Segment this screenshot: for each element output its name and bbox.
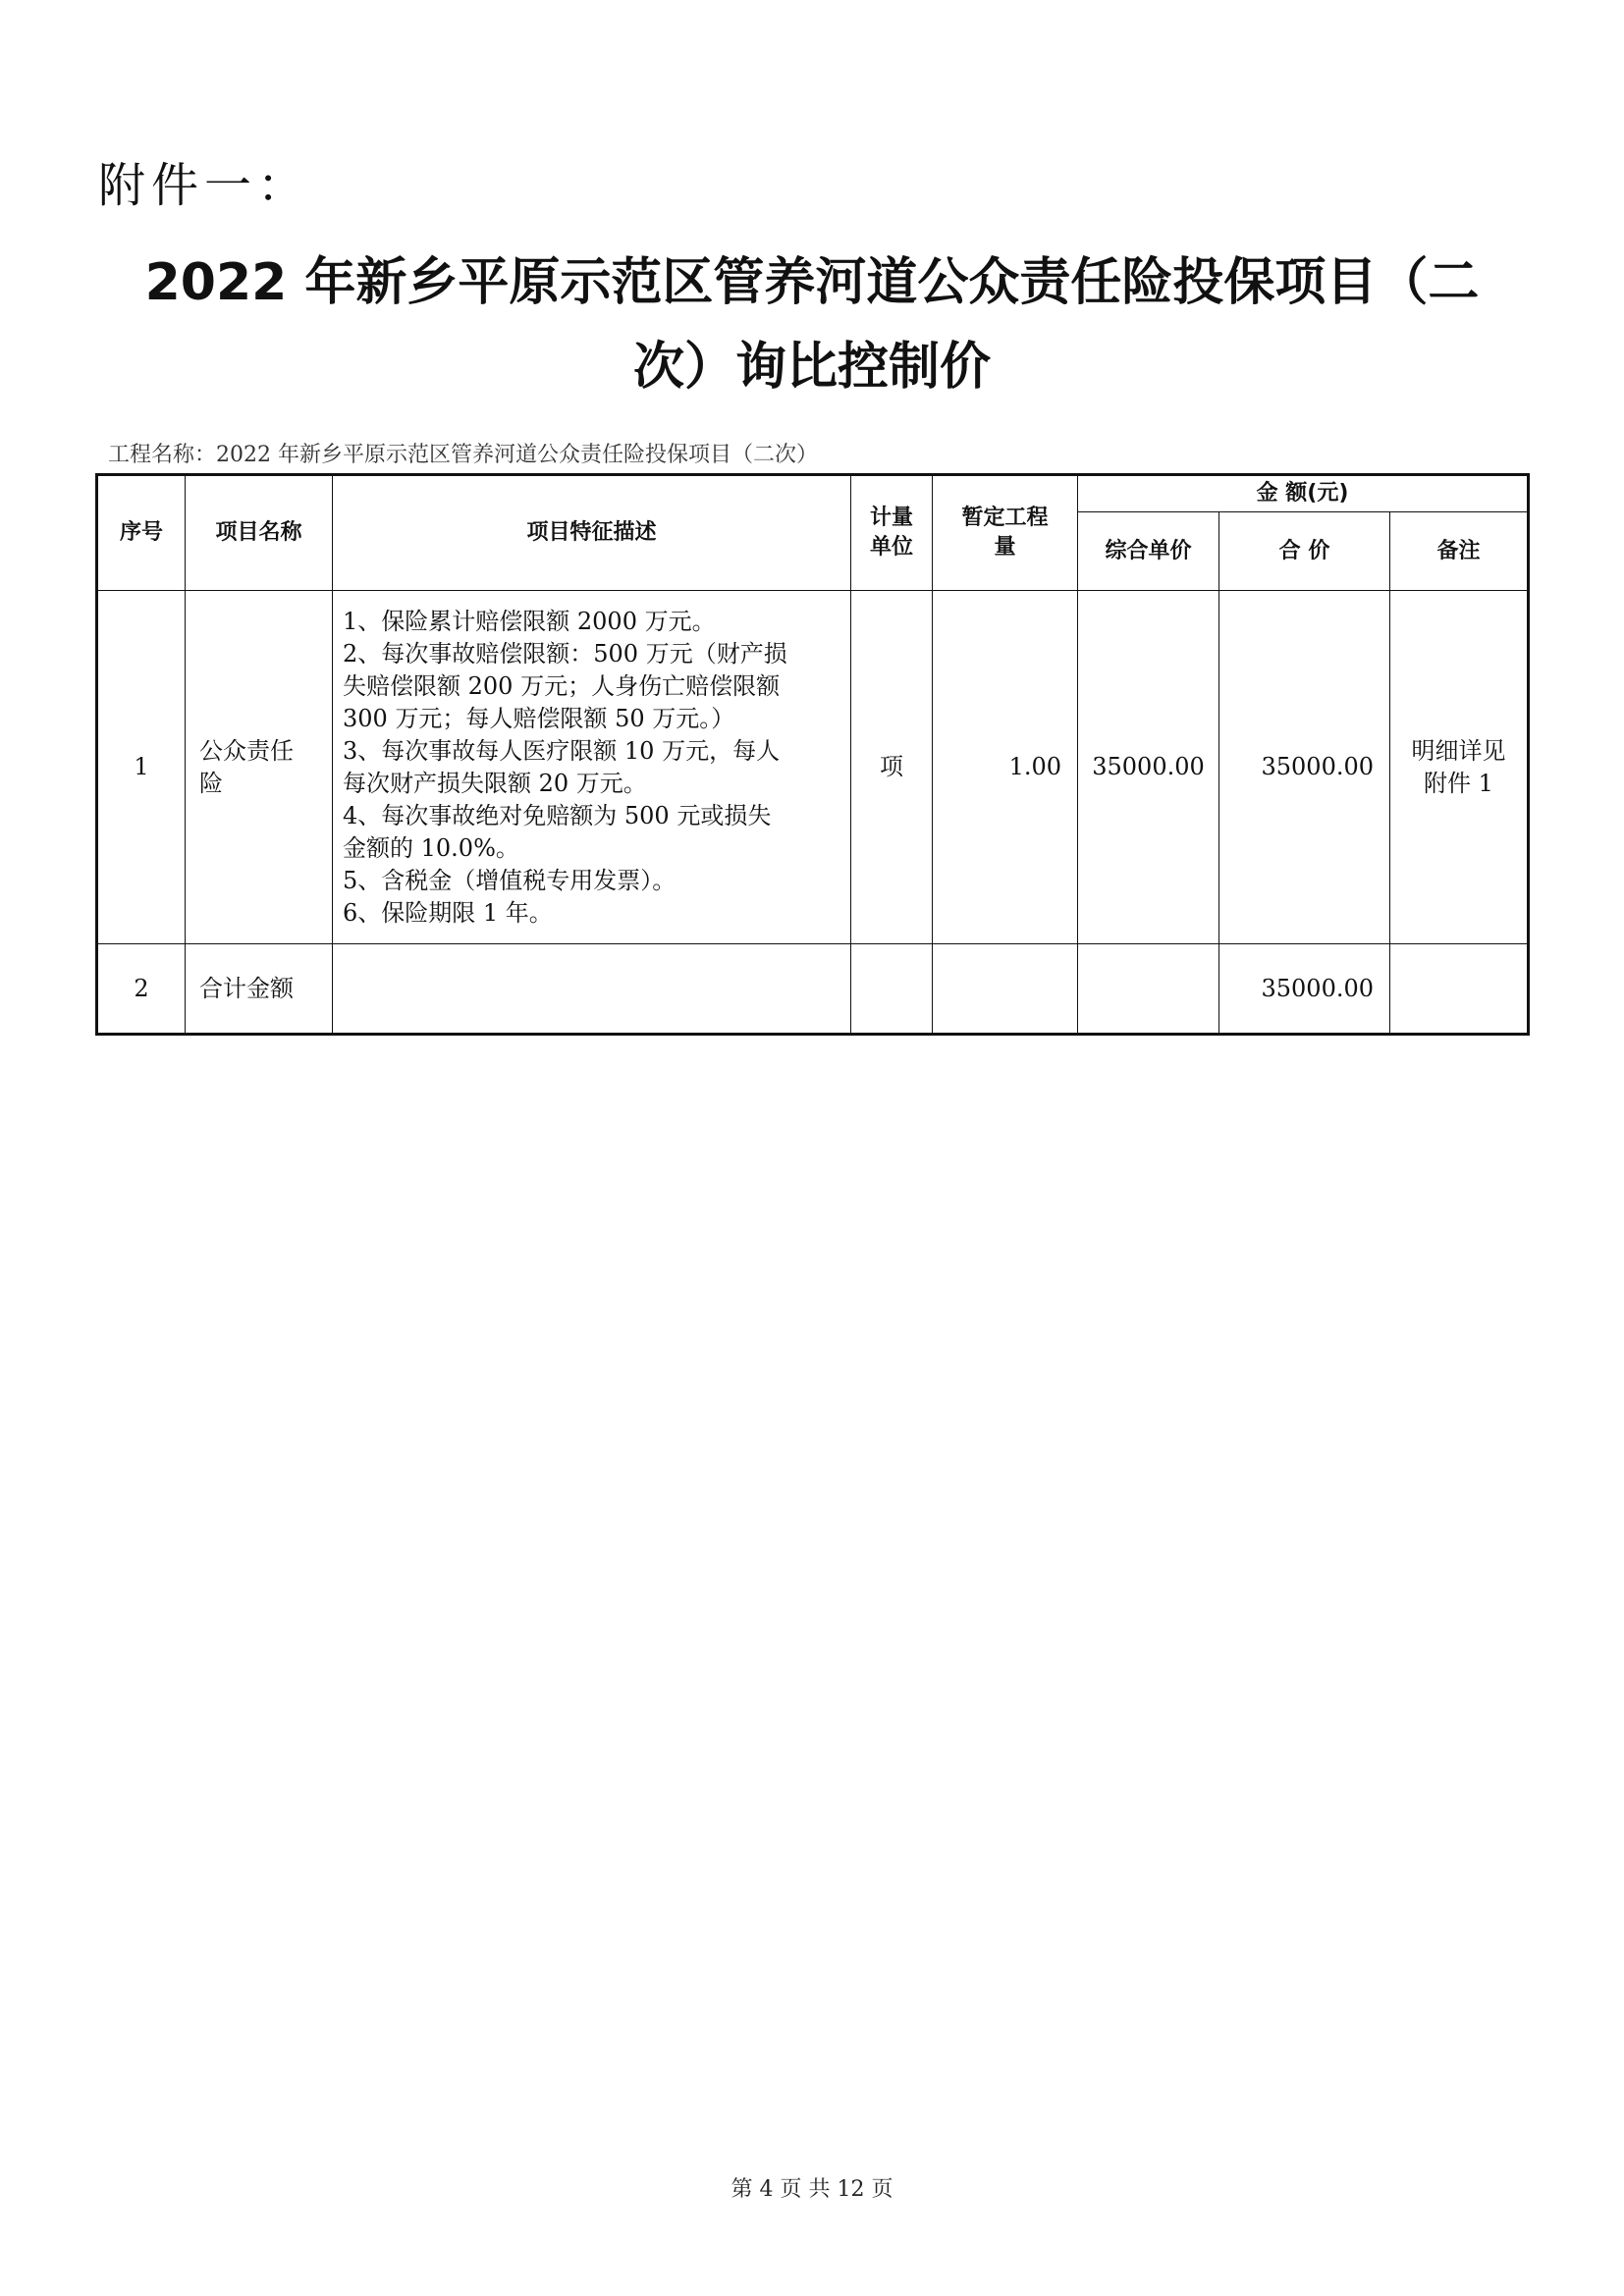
cell-unit: 项 bbox=[851, 591, 933, 944]
cell-quantity: 1.00 bbox=[933, 591, 1078, 944]
page-number: 第 4 页 共 12 页 bbox=[731, 2177, 893, 2202]
cell-seq: 2 bbox=[97, 944, 186, 1035]
price-control-table bbox=[95, 473, 1530, 1036]
cell-item-name bbox=[186, 591, 333, 944]
cell-features bbox=[333, 591, 851, 944]
cell-remarks-text: 明细详见附件 1 bbox=[1411, 736, 1506, 797]
col-header-unit bbox=[851, 475, 933, 591]
project-name: 工程名称：2022 年新乡平原示范区管养河道公众责任险投保项目（二次） bbox=[108, 443, 818, 467]
feature-line: 失赔偿限额 200 万元；人身伤亡赔偿限额 bbox=[343, 671, 781, 700]
col-header-quantity-text: 暂定工程量 bbox=[961, 506, 1049, 560]
table-row bbox=[97, 944, 1529, 1035]
col-header-seq: 序号 bbox=[97, 475, 186, 591]
cell-quantity bbox=[933, 944, 1078, 1035]
attachment-label: 附件一： bbox=[98, 158, 311, 213]
cell-unit-price: 35000.00 bbox=[1078, 591, 1219, 944]
cell-features bbox=[333, 944, 851, 1035]
col-header-unit-price: 综合单价 bbox=[1078, 512, 1219, 591]
table-row bbox=[97, 591, 1529, 944]
col-header-quantity bbox=[933, 475, 1078, 591]
cell-unit-price bbox=[1078, 944, 1219, 1035]
col-header-item-name: 项目名称 bbox=[186, 475, 333, 591]
cell-unit bbox=[851, 944, 933, 1035]
feature-line: 1、保险累计赔偿限额 2000 万元。 bbox=[343, 607, 716, 635]
col-header-remarks: 备注 bbox=[1390, 512, 1529, 591]
document-title bbox=[98, 240, 1526, 409]
col-header-unit-text: 计量单位 bbox=[869, 506, 913, 560]
cell-item-name-text: 公众责任险 bbox=[199, 736, 294, 797]
feature-line: 4、每次事故绝对免赔额为 500 元或损失 bbox=[343, 801, 772, 829]
feature-line: 300 万元；每人赔偿限额 50 万元。） bbox=[343, 704, 735, 732]
cell-remarks bbox=[1390, 591, 1529, 944]
feature-line: 5、含税金（增值税专用发票）。 bbox=[343, 866, 677, 894]
feature-line: 2、每次事故赔偿限额：500 万元（财产损 bbox=[343, 639, 787, 667]
header-row-1 bbox=[97, 475, 1529, 512]
cell-total: 35000.00 bbox=[1219, 591, 1390, 944]
cell-remarks bbox=[1390, 944, 1529, 1035]
cell-item-name: 合计金额 bbox=[186, 944, 333, 1035]
cell-total: 35000.00 bbox=[1219, 944, 1390, 1035]
feature-line: 每次财产损失限额 20 万元。 bbox=[343, 769, 647, 797]
col-header-amount-group: 金 额(元) bbox=[1078, 475, 1529, 512]
feature-line: 金额的 10.0%。 bbox=[343, 833, 519, 862]
cell-seq: 1 bbox=[97, 591, 186, 944]
document-title-line2: 次）询比控制价 bbox=[632, 338, 991, 397]
col-header-features: 项目特征描述 bbox=[333, 475, 851, 591]
col-header-total: 合 价 bbox=[1219, 512, 1390, 591]
feature-line: 6、保险期限 1 年。 bbox=[343, 898, 553, 927]
feature-line: 3、每次事故每人医疗限额 10 万元，每人 bbox=[343, 736, 781, 765]
document-title-line1: 2022 年新乡平原示范区管养河道公众责任险投保项目（二 bbox=[144, 253, 1480, 312]
